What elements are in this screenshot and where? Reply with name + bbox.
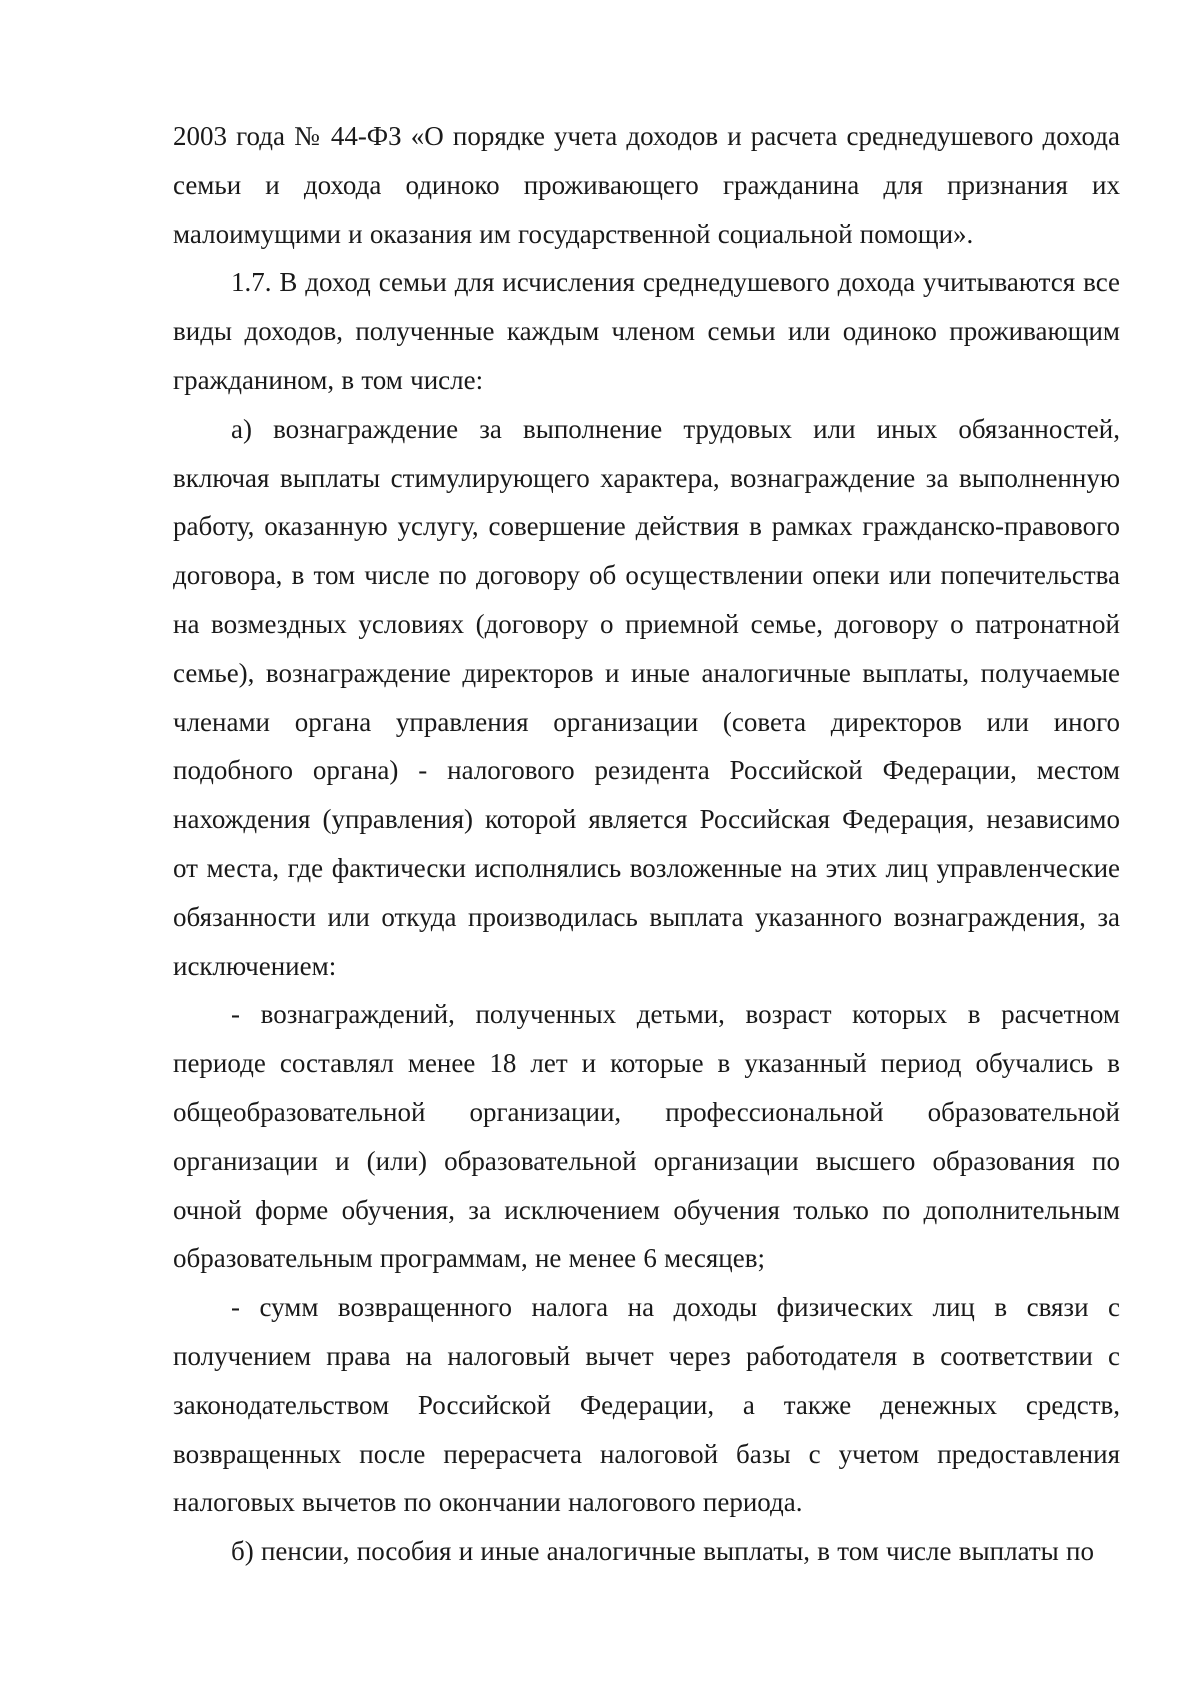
paragraph-item-b: б) пенсии, пособия и иные аналогичные выплаты, в том числе выплаты по (231, 1536, 1094, 1567)
paragraph-1-7: 1.7. В доход семьи для исчисления среднедушевого дохода учитываются все виды доходов, полученные каждым членом семьи или одиноко проживающим гражданином, в том числе: (173, 267, 1120, 395)
paragraph-exception-children: - вознаграждений, полученных детьми, возраст которых в расчетном периоде составлял менее 18 лет и которые в указанный период обучались в общеобразовательной организации, профессиональной образовательной организации и (или) образовательной организации высшего образования по очной форме обучения, за исключением обучения только по дополнительным образовательным программам, не менее 6 месяцев; (173, 999, 1120, 1274)
document-page (173, 112, 1120, 1576)
paragraph-exception-tax: - сумм возвращенного налога на доходы физических лиц в связи с получением права на налоговый вычет через работодателя в соответствии с законодательством Российской Федерации, а также денежных средств, возвращенных после перерасчета налоговой базы с учетом предоставления налоговых вычетов по окончании налогового периода. (173, 1292, 1120, 1518)
paragraph-law-reference: 2003 года № 44-ФЗ «О порядке учета доходов и расчета среднедушевого дохода семьи и дохода одиноко проживающего гражданина для признания их малоимущими и оказания им государственной социальной помощи». (173, 121, 1120, 249)
paragraph-item-a: а) вознаграждение за выполнение трудовых или иных обязанностей, включая выплаты стимулирующего характера, вознаграждение за выполненную работу, оказанную услугу, совершение действия в рамках гражданско-правового договора, в том числе по договору об осуществлении опеки или попечительства на возмездных условиях (договору о приемной семье, договору о патронатной семье), вознаграждение директоров и иные аналогичные выплаты, получаемые членами органа управления организации (совета директоров или иного подобного органа) - налогового резидента Российской Федерации, местом нахождения (управления) которой является Российская Федерация, независимо от места, где фактически исполнялись возложенные на этих лиц управленческие обязанности или откуда производилась выплата указанного вознаграждения, за исключением: (173, 413, 1120, 981)
